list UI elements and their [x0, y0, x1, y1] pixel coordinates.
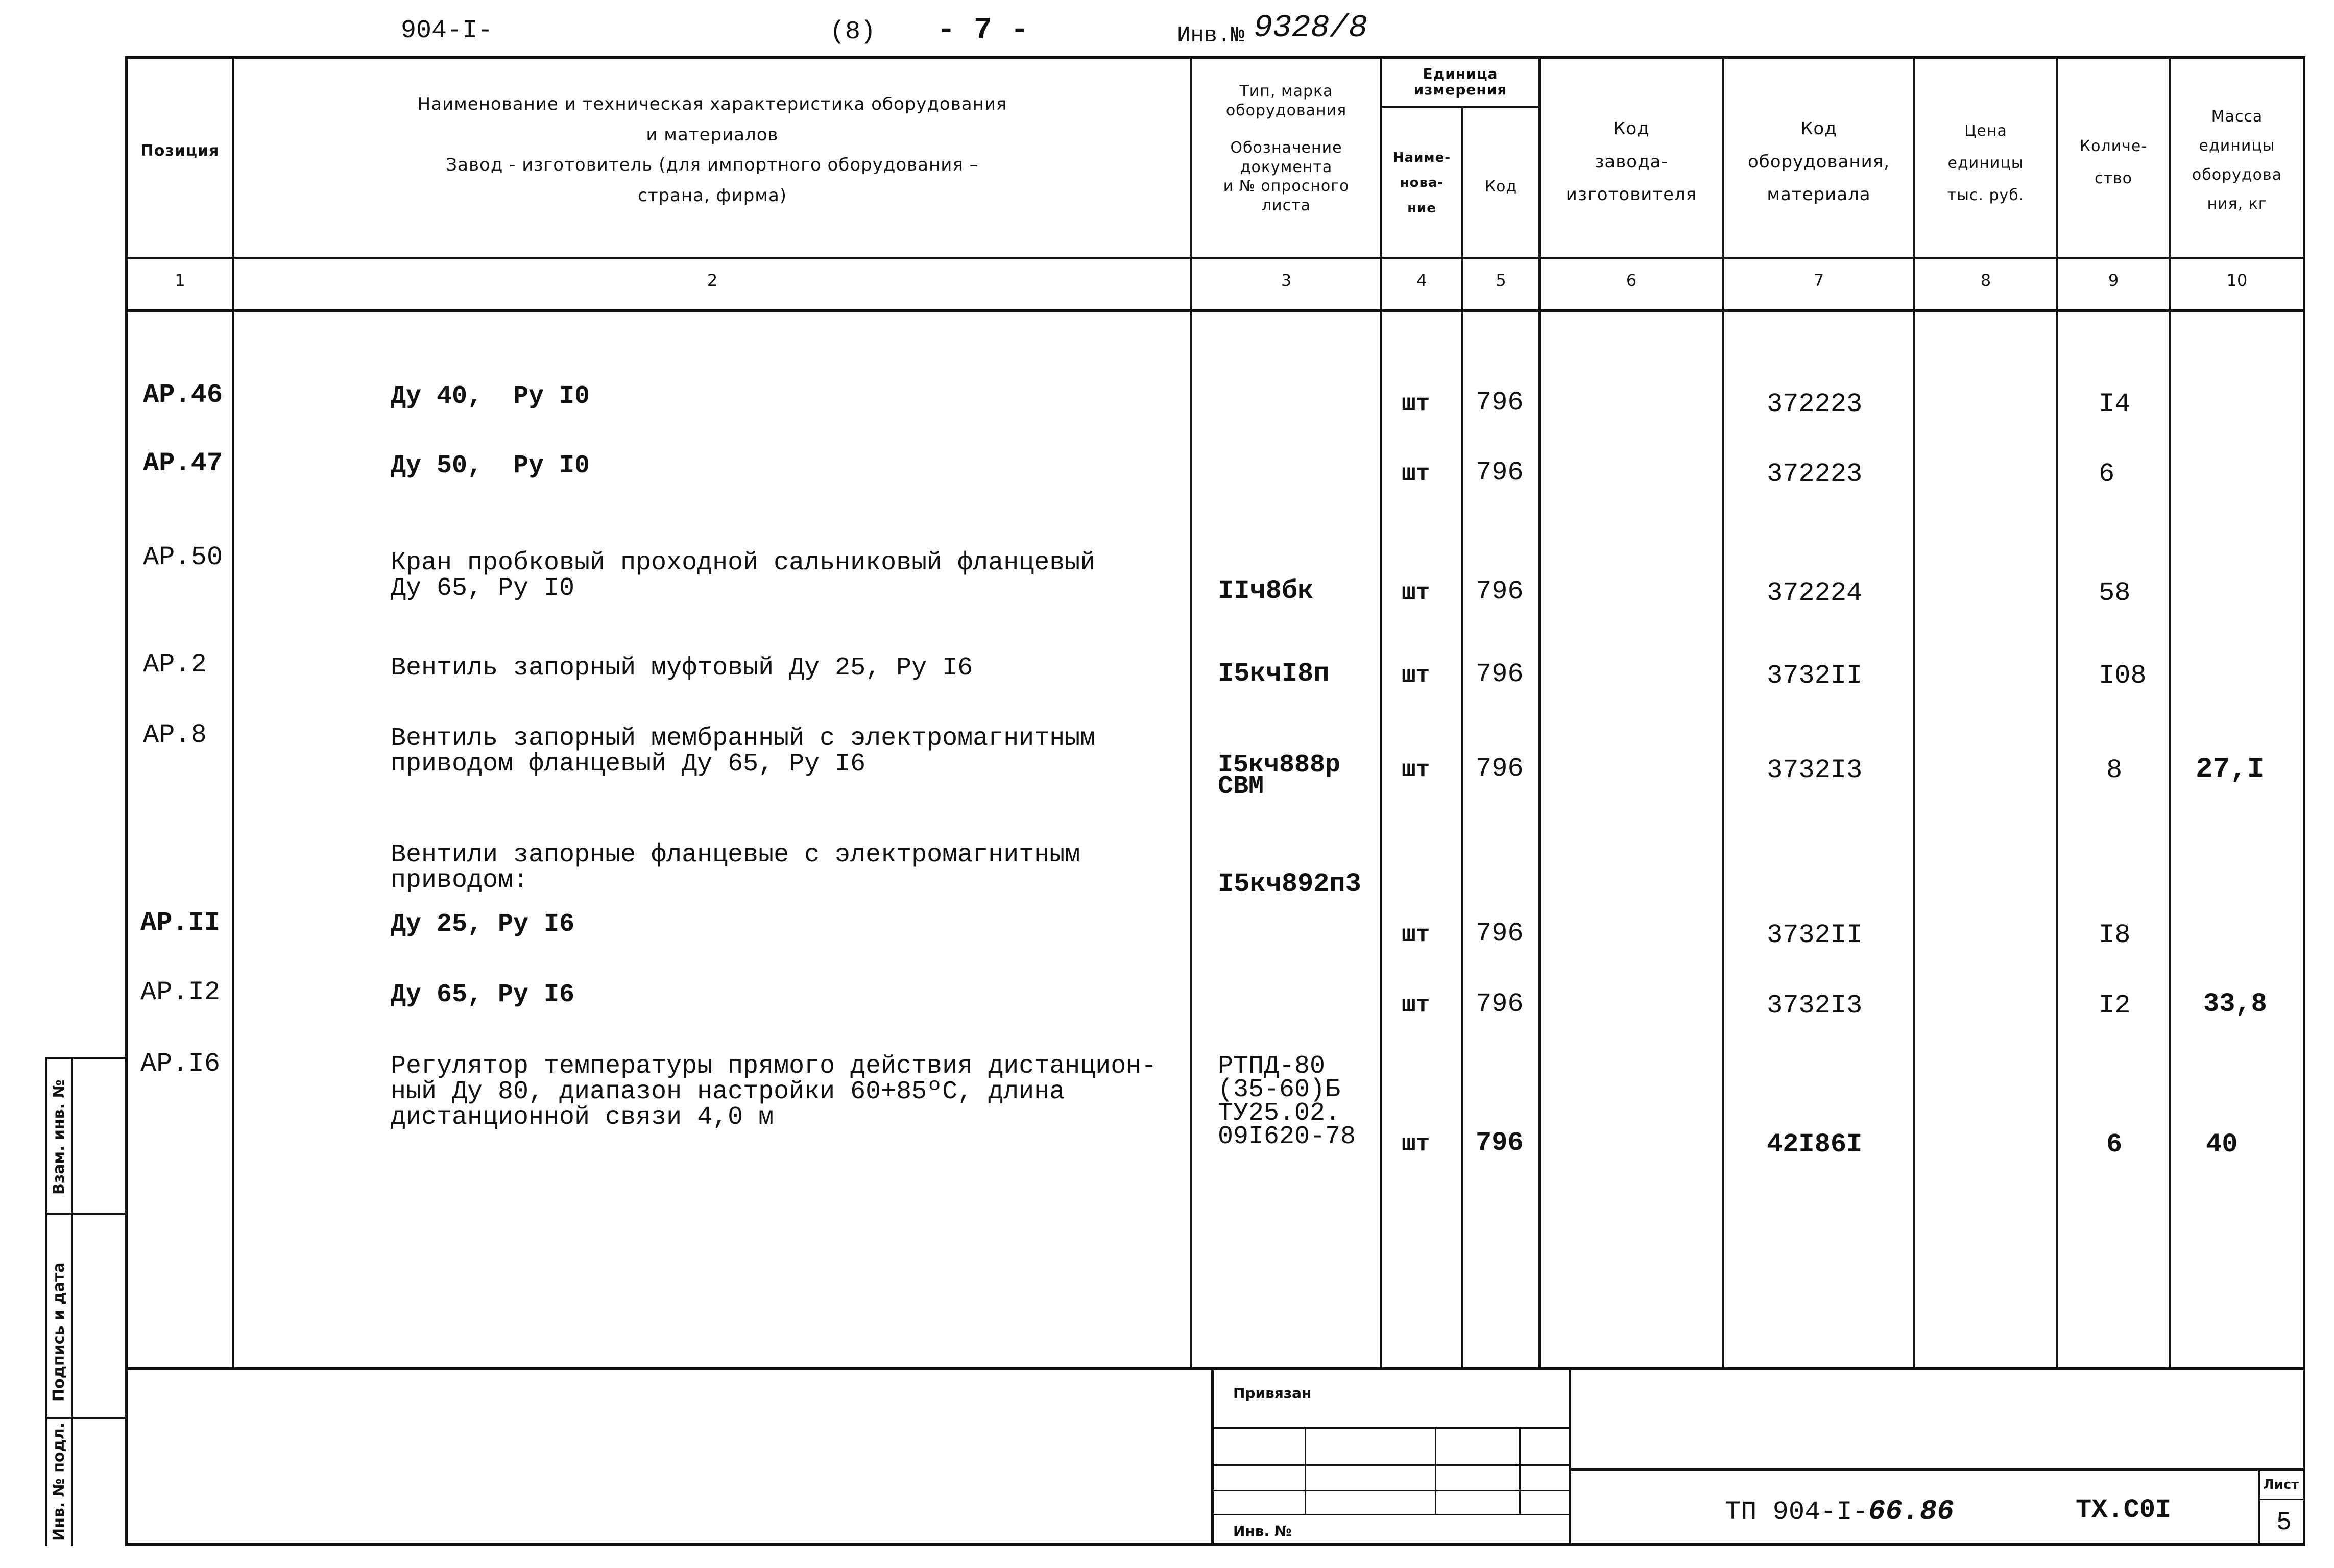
col-line-7 [1913, 56, 1915, 1368]
stamp-right-line [1569, 1367, 1571, 1546]
row-description: Вентили запорные фланцевые с электромагнитным приводом: [391, 840, 1080, 895]
header-price-line2: единицы [1947, 154, 2024, 172]
side-strip-divider [71, 1057, 73, 1546]
col-number-2: 2 [707, 271, 718, 290]
row-unit-code: 796 [1476, 919, 1524, 949]
row-code: 3732I3 [1767, 991, 1863, 1021]
col-number-3: 3 [1281, 271, 1292, 290]
row-position: АР.II [140, 908, 221, 938]
col-line-4 [1461, 108, 1463, 1368]
header-type-line5: и № опросного [1223, 177, 1350, 195]
frame-bottom [125, 1543, 2305, 1546]
header-unit-name-line3: ние [1407, 200, 1436, 216]
header-unit-group [1382, 66, 1538, 98]
col-line-1 [232, 56, 234, 1368]
col-line-8 [2056, 56, 2058, 1368]
sheet-box-left [2258, 1468, 2260, 1546]
row-description: Ду 50, Ру I0 [391, 451, 590, 480]
row-code: 3732I3 [1767, 755, 1863, 785]
row-code: 372224 [1767, 578, 1863, 608]
header-factory-code-line3: изготовителя [1566, 184, 1697, 205]
col-number-5: 5 [1496, 271, 1506, 290]
header-equipment-code-line3: материала [1767, 184, 1871, 205]
header-unit-code [1463, 174, 1538, 200]
frame-top [125, 56, 2305, 59]
col-number-9: 9 [2108, 271, 2119, 290]
col-number-4: 4 [1416, 271, 1427, 290]
row-position: АР.47 [143, 448, 223, 478]
inventory-number: 9328/8 [1254, 10, 1368, 46]
title-block-line [1570, 1468, 2305, 1471]
row-code: 3732II [1767, 661, 1863, 691]
row-mass: 40 [2206, 1129, 2238, 1160]
row-unit: шт [1402, 580, 1430, 606]
row-description: Кран пробковый проходной сальниковый фланцевый Ду 65, Ру I0 [391, 548, 1096, 603]
page-number: - 7 - [937, 13, 1029, 48]
row-unit: шт [1402, 992, 1430, 1019]
sheet-number: 5 [2276, 1508, 2292, 1537]
row-code: 372223 [1767, 389, 1863, 419]
header-unit-name-line2: нова- [1400, 175, 1444, 191]
header-factory-code [1541, 112, 1722, 211]
header-equipment-code [1724, 112, 1913, 211]
row-mass: 33,8 [2203, 989, 2267, 1019]
row-code: 372223 [1767, 459, 1863, 489]
col-number-8: 8 [1980, 271, 1991, 290]
row-type: IIч8бк [1218, 576, 1314, 606]
header-mass-line3: оборудова [2192, 166, 2282, 184]
header-type-line2: оборудования [1225, 101, 1347, 119]
header-position-label: Позиция [140, 142, 220, 160]
sheet-label: Лист [2263, 1477, 2299, 1492]
footer-top-line [125, 1367, 2305, 1370]
header-bottom-line [125, 257, 2305, 259]
row-quantity: I8 [2099, 920, 2131, 950]
row-description: Ду 65, Ру I6 [391, 980, 575, 1009]
side-strip-top [45, 1057, 127, 1059]
row-description: Вентиль запорный мембранный с электромагнитным приводом фланцевый Ду 65, Ру I6 [391, 724, 1096, 779]
row-unit: шт [1402, 757, 1430, 783]
side-stamp-signature-date: Подпись и дата [50, 1262, 68, 1402]
unit-group-line [1380, 106, 1539, 108]
row-code: 42I86I [1767, 1129, 1863, 1160]
header-name [234, 89, 1190, 211]
row-quantity: I4 [2099, 389, 2131, 419]
document-code-handwritten: 66.86 [1868, 1495, 1954, 1528]
header-name-line1: Наименование и техническая характеристика оборудования [417, 94, 1007, 114]
row-description: Вентиль запорный муфтовый Ду 25, Ру I6 [391, 654, 973, 683]
row-unit-code: 796 [1476, 989, 1524, 1019]
row-unit-code: 796 [1476, 388, 1524, 418]
header-quantity [2058, 130, 2169, 195]
header-equipment-code-line1: Код [1800, 118, 1837, 139]
row-unit: шт [1402, 391, 1430, 417]
album-sheet: (8) [830, 17, 876, 46]
row-position: АР.I2 [140, 977, 221, 1007]
header-price-line1: Цена [1964, 122, 2007, 140]
col-line-9 [2169, 56, 2171, 1368]
row-description: Ду 25, Ру I6 [391, 910, 575, 939]
document-code-print: ТП 904-I- [1725, 1497, 1868, 1527]
stamp-row-1 [1213, 1427, 1570, 1429]
row-description: Ду 40, Ру I0 [391, 382, 590, 411]
header-equipment-code-line2: оборудования, [1747, 151, 1890, 172]
side-strip-left [45, 1057, 47, 1546]
header-name-line3: Завод - изготовитель (для импортного оборудования – [446, 155, 979, 175]
frame-right-line [2303, 56, 2305, 1546]
row-position: АР.46 [143, 380, 223, 410]
row-unit-code: 796 [1476, 754, 1524, 784]
row-unit-code: 796 [1476, 457, 1524, 488]
document-mark: ТХ.С0I [2076, 1495, 2172, 1525]
header-type-line4: документа [1240, 158, 1333, 176]
header-unit-code-label: Код [1484, 178, 1518, 196]
project-number: 904-I- [401, 16, 493, 45]
row-type: I5кч888р СВМ [1218, 751, 1341, 801]
row-unit: шт [1402, 922, 1430, 948]
row-mass: 27,I [2196, 753, 2265, 785]
stamp-col-2 [1435, 1427, 1436, 1514]
stamp-inv-label: Инв. № [1233, 1523, 1292, 1539]
header-mass [2171, 102, 2303, 219]
header-name-line2: и материалов [646, 124, 779, 145]
header-price-line3: тыс. руб. [1947, 186, 2025, 204]
row-type: I5кч892п3 [1218, 869, 1361, 899]
header-mass-line1: Масса [2211, 108, 2263, 126]
row-position: АР.50 [143, 542, 223, 572]
side-strip-line-1 [45, 1213, 127, 1215]
sheet-box-mid [2258, 1499, 2305, 1500]
row-description: Регулятор температуры прямого действия дистанцион- ный Ду 80, диапазон настройки 60+85ºС, длина дистанционной связи 4,0 м [391, 1052, 1157, 1132]
row-position: АР.2 [143, 649, 207, 680]
row-unit: шт [1402, 1131, 1430, 1157]
header-quantity-line1: Количе- [2079, 137, 2148, 155]
header-type [1192, 82, 1380, 215]
row-code: 3732II [1767, 920, 1863, 950]
side-stamp-replaced-inv: Взам. инв. № [50, 1079, 68, 1195]
col-line-2 [1190, 56, 1192, 1368]
header-unit-name-line1: Наиме- [1392, 150, 1451, 165]
row-unit: шт [1402, 461, 1430, 487]
colnum-bottom-line [125, 309, 2305, 312]
privyazan-label: Привязан [1233, 1385, 1312, 1402]
header-type-line1: Тип, марка [1239, 82, 1333, 100]
row-quantity: I08 [2099, 661, 2147, 691]
row-quantity: 8 [2106, 755, 2123, 785]
stamp-col-1 [1305, 1427, 1306, 1514]
row-unit-code: 796 [1476, 576, 1524, 607]
header-unit-name [1382, 146, 1461, 221]
col-number-10: 10 [2226, 271, 2248, 290]
col-number-7: 7 [1813, 271, 1824, 290]
row-position: АР.8 [143, 720, 207, 750]
header-position [128, 138, 232, 165]
header-mass-line2: единицы [2199, 137, 2275, 155]
header-unit-line1: Единица [1423, 65, 1498, 82]
header-name-line4: страна, фирма) [637, 185, 787, 206]
header-mass-line4: ния, кг [2207, 195, 2267, 213]
row-quantity: I2 [2099, 991, 2131, 1021]
header-factory-code-line1: Код [1613, 118, 1650, 139]
row-quantity: 58 [2099, 578, 2131, 608]
side-stamp-original-inv: Инв. № подл. [50, 1422, 68, 1541]
col-line-6 [1722, 56, 1724, 1368]
row-type: I5кчI8п [1218, 659, 1330, 689]
header-unit-line2: измерения [1413, 81, 1507, 98]
col-number-1: 1 [175, 271, 185, 290]
header-quantity-line2: ство [2094, 170, 2132, 187]
header-price [1915, 115, 2056, 211]
stamp-col-3 [1519, 1427, 1521, 1514]
stamp-left-line [1211, 1367, 1214, 1546]
row-type: РТПД-80 (35-60)Б ТУ25.02. 09I620-78 [1218, 1052, 1356, 1151]
inventory-label: Инв.№ [1177, 23, 1245, 49]
stamp-row-2 [1213, 1464, 1570, 1466]
col-number-6: 6 [1626, 271, 1637, 290]
document-code [1725, 1497, 1954, 1526]
row-position: АР.I6 [140, 1049, 221, 1079]
side-strip-line-2 [45, 1417, 127, 1419]
row-unit: шт [1402, 662, 1430, 689]
row-quantity: 6 [2099, 459, 2115, 489]
header-type-line6: листа [1261, 196, 1311, 214]
col-line-5 [1538, 56, 1541, 1368]
stamp-row-4 [1213, 1514, 1570, 1515]
stamp-row-3 [1213, 1490, 1570, 1491]
row-unit-code: 796 [1476, 659, 1524, 689]
header-type-line3: Обозначение [1230, 139, 1342, 157]
row-quantity: 6 [2106, 1129, 2123, 1160]
row-unit-code: 796 [1476, 1128, 1524, 1158]
header-factory-code-line2: завода- [1595, 151, 1668, 172]
col-line-3 [1380, 56, 1382, 1368]
